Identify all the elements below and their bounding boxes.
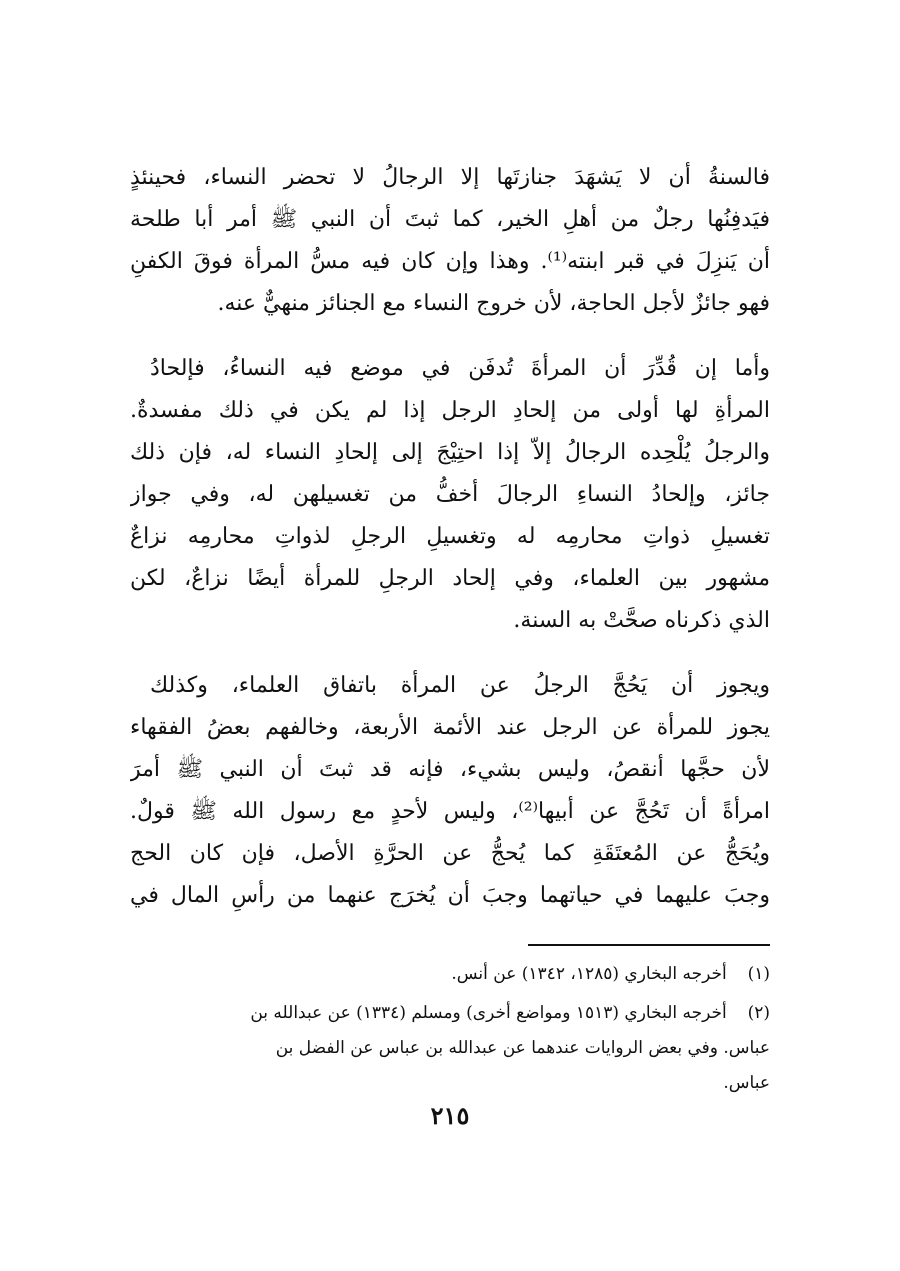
footnote-text: أخرجه البخاري (١٥١٣ ومواضع أخرى) ومسلم (١٣٣٤) عن عبدالله بن [250,1003,727,1023]
text-line: المرأةِ لها أولى من إلحادِ الرجل إذا لم يكن في ذلك مفسدةٌ. [130,398,770,423]
text-line: لأن حجَّها أنقصُ، وليس بشيء، فإنه قد ثبتَ أن النبي ﷺ أمرَ [130,757,770,782]
footnote [130,997,770,1029]
footnote-continuation: عباس. وفي بعض الروايات عندهما عن عبدالله بن عباس عن الفضل بن [275,1038,770,1058]
text-line: تغسيلِ ذواتِ محارمِه له وتغسيلِ الرجلِ لذواتِ محارمِه نزاعٌ [130,524,770,549]
text-line: فالسنةُ أن لا يَشهَدَ جنازتَها إلا الرجالُ لا تحضر النساء، فحينئذٍ [130,165,770,190]
text-line: ويُحَجُّ عن المُعتَقَةِ كما يُحجُّ عن الحرَّةِ الأصل، فإن كان الحج [130,841,770,866]
footnote-marker: (٢) [747,1003,770,1023]
text-line: الذي ذكرناه صحَّتْ به السنة. [513,608,770,633]
text-line: والرجلُ يُلْحِده الرجالُ إلاّ إذا احتِيْجَ إلى إلحادِ النساء له، فإن ذلك [130,440,770,465]
text-line: وأما إن قُدِّرَ أن المرأةَ تُدفَن في موضع فيه النساءُ، فإلحادُ [150,356,770,381]
footnote-marker: (١) [747,964,770,984]
text-line: وجبَ عليهما في حياتهما وجبَ أن يُخرَج عنهما من رأسِ المال في [130,883,770,908]
text-line: فهو جائزٌ لأجل الحاجة، لأن خروج النساء مع الجنائز منهيٌّ عنه. [217,291,770,316]
text-line: امرأةً أن تَحُجَّ عن أبيها⁽²⁾، وليس لأحدٍ مع رسول الله ﷺ قولٌ. [130,799,770,824]
text-line: أن يَنزِلَ في قبر ابنته⁽¹⁾. وهذا وإن كان فيه مسُّ المرأة فوقَ الكفنِ [130,249,770,274]
text-line: جائز، وإلحادُ النساءِ الرجالَ أخفُّ من تغسيلهن له، وفي جواز [130,482,770,507]
text-line: فيَدفِنُها رجلٌ من أهلِ الخير، كما ثبتَ أن النبي ﷺ أمر أبا طلحة [130,207,770,232]
text-line: ويجوز أن يَحُجَّ الرجلُ عن المرأة باتفاق العلماء، وكذلك [150,673,770,698]
footnote-text: أخرجه البخاري (١٢٨٥، ١٣٤٢) عن أنس. [451,964,727,984]
footnote-continuation: عباس. [723,1073,770,1093]
footnote [130,958,770,990]
page-number: ٢١٥ [430,1101,470,1130]
text-line: يجوز للمرأة عن الرجل عند الأئمة الأربعة، وخالفهم بعضُ الفقهاء [130,715,770,740]
footnote-separator [528,944,770,946]
text-line: مشهور بين العلماء، وفي إلحاد الرجلِ للمرأة أيضًا نزاعٌ، لكن [130,566,770,591]
